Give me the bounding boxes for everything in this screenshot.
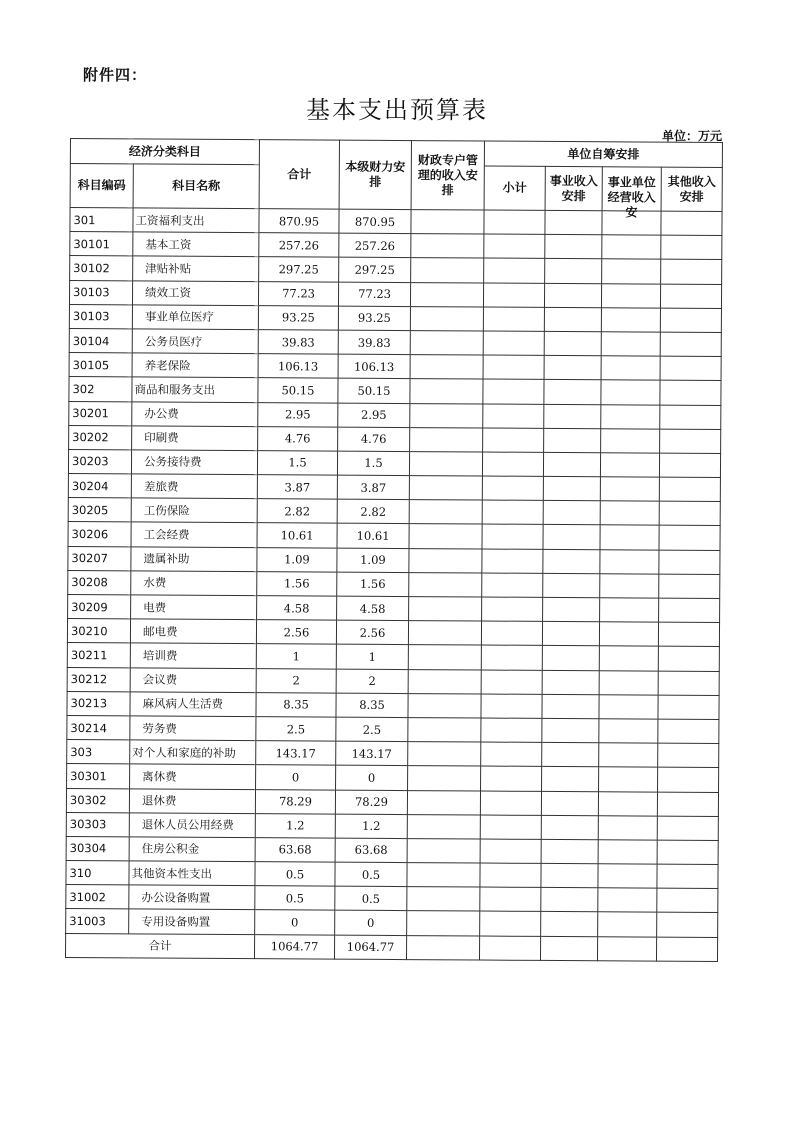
business-income-cell xyxy=(542,743,599,768)
local-fiscal-cell: 93.25 xyxy=(338,306,410,331)
subject-name-cell: 退休人员公用经费 xyxy=(129,813,255,838)
operating-income-cell xyxy=(600,574,659,599)
fiscal-special-cell xyxy=(410,306,483,331)
local-fiscal-cell: 106.13 xyxy=(338,354,410,379)
other-income-cell xyxy=(657,816,718,841)
total-cell: 0.5 xyxy=(255,862,335,887)
total-cell: 143.17 xyxy=(256,741,336,766)
other-income-cell xyxy=(657,888,718,913)
other-income-cell xyxy=(659,574,720,599)
subject-name-cell: 商品和服务支出 xyxy=(132,377,258,402)
subject-code-cell: 30210 xyxy=(67,619,130,644)
total-cell: 10.61 xyxy=(257,523,337,548)
subtotal-cell xyxy=(481,645,542,670)
local-fiscal-cell: 1.56 xyxy=(337,572,409,597)
other-income-cell xyxy=(660,429,721,454)
subject-name-cell: 对个人和家庭的补助 xyxy=(130,740,256,765)
other-income-cell xyxy=(658,695,719,720)
fiscal-special-cell xyxy=(408,621,481,646)
subtotal-cell xyxy=(481,742,542,767)
total-cell: 2.95 xyxy=(258,402,338,427)
fiscal-special-cell xyxy=(408,669,481,694)
total-cell: 2.56 xyxy=(256,620,336,645)
operating-income-cell xyxy=(602,235,661,260)
subject-code-cell: 30304 xyxy=(66,836,129,861)
subject-code-cell: 30201 xyxy=(69,401,132,426)
local-fiscal-cell: 50.15 xyxy=(338,378,410,403)
fiscal-special-cell xyxy=(407,887,480,912)
subject-code-cell: 31002 xyxy=(66,885,129,910)
operating-income-cell xyxy=(599,646,658,671)
total-cell: 0.5 xyxy=(255,886,335,911)
subject-code-cell: 30102 xyxy=(70,256,133,281)
grand-total-empty-cell xyxy=(598,936,657,961)
subtotal-cell xyxy=(480,887,541,912)
fiscal-special-cell xyxy=(408,766,481,791)
local-fiscal-cell: 3.87 xyxy=(337,475,409,500)
other-income-cell xyxy=(658,646,719,671)
subject-code-cell: 303 xyxy=(67,740,130,765)
total-cell: 93.25 xyxy=(258,305,338,330)
total-cell: 3.87 xyxy=(257,475,337,500)
subtotal-cell xyxy=(483,404,544,429)
header-self-raised: 单位自筹安排 xyxy=(484,141,722,167)
fiscal-special-cell xyxy=(409,597,482,622)
subtotal-cell xyxy=(482,549,543,574)
operating-income-cell xyxy=(598,815,657,840)
business-income-cell xyxy=(542,646,599,671)
local-fiscal-cell: 0 xyxy=(336,765,408,790)
local-fiscal-cell: 1 xyxy=(336,645,408,670)
subject-code-cell: 30103 xyxy=(69,280,132,305)
operating-income-cell xyxy=(600,598,659,623)
subject-code-cell: 310 xyxy=(66,861,129,886)
business-income-cell xyxy=(541,791,598,816)
subtotal-cell xyxy=(484,210,545,235)
business-income-cell xyxy=(541,839,598,864)
local-fiscal-cell: 2.56 xyxy=(336,620,408,645)
operating-income-cell xyxy=(599,694,658,719)
operating-income-cell xyxy=(601,283,660,308)
fiscal-special-cell xyxy=(410,331,483,356)
budget-table xyxy=(65,138,723,962)
business-income-cell xyxy=(543,549,600,574)
subject-name-cell: 公务员医疗 xyxy=(132,329,258,354)
other-income-cell xyxy=(659,453,720,478)
other-income-cell xyxy=(658,671,719,696)
local-fiscal-cell: 1.5 xyxy=(337,451,409,476)
fiscal-special-cell xyxy=(407,911,480,936)
other-income-cell xyxy=(659,501,720,526)
header-local-fiscal: 本级财力安排 xyxy=(339,140,411,209)
subject-name-cell: 印刷费 xyxy=(132,426,258,451)
subtotal-cell xyxy=(482,476,543,501)
total-cell: 2.82 xyxy=(257,499,337,524)
business-income-cell xyxy=(544,380,601,405)
fiscal-special-cell xyxy=(411,234,484,259)
header-operating-income xyxy=(602,167,661,219)
grand-total-fiscal: 1064.77 xyxy=(335,935,407,960)
business-income-cell xyxy=(544,307,601,332)
subject-name-cell: 养老保险 xyxy=(132,353,258,378)
subject-name-cell: 麻风病人生活费 xyxy=(130,692,256,717)
total-cell: 4.76 xyxy=(258,426,338,451)
operating-income-cell xyxy=(599,767,658,792)
business-income-cell xyxy=(543,476,600,501)
operating-income-cell xyxy=(599,622,658,647)
business-income-cell xyxy=(543,501,600,526)
other-income-cell xyxy=(661,235,722,260)
total-cell: 2 xyxy=(256,668,336,693)
subject-code-cell: 30207 xyxy=(68,546,131,571)
operating-income-cell xyxy=(598,888,657,913)
subtotal-cell xyxy=(481,694,542,719)
total-cell: 870.95 xyxy=(259,209,339,234)
operating-income-cell xyxy=(601,307,660,332)
other-income-cell xyxy=(660,332,721,357)
business-income-cell xyxy=(543,597,600,622)
other-income-cell xyxy=(659,526,720,551)
subtotal-cell xyxy=(481,670,542,695)
subtotal-cell xyxy=(482,597,543,622)
subject-code-cell: 30205 xyxy=(68,498,131,523)
subtotal-cell xyxy=(480,911,541,936)
local-fiscal-cell: 4.76 xyxy=(338,427,410,452)
local-fiscal-cell: 78.29 xyxy=(335,790,407,815)
fiscal-special-cell xyxy=(407,814,480,839)
subtotal-cell xyxy=(483,331,544,356)
fiscal-special-cell xyxy=(411,258,484,283)
subject-code-cell: 30208 xyxy=(68,570,131,595)
local-fiscal-cell: 143.17 xyxy=(336,741,408,766)
subtotal-cell xyxy=(483,355,544,380)
total-cell: 2.5 xyxy=(256,717,336,742)
subject-name-cell: 培训费 xyxy=(130,643,256,668)
other-income-cell xyxy=(657,840,718,865)
grand-total-empty-cell xyxy=(656,937,717,962)
fiscal-special-cell xyxy=(409,572,482,597)
subtotal-cell xyxy=(482,452,543,477)
business-income-cell xyxy=(544,428,601,453)
business-income-cell xyxy=(541,863,598,888)
subject-code-cell: 30104 xyxy=(69,328,132,353)
total-cell: 4.58 xyxy=(257,596,337,621)
business-income-cell xyxy=(545,259,602,284)
attachment-label: 附件四： xyxy=(83,66,148,84)
local-fiscal-cell: 2.82 xyxy=(337,499,409,524)
business-income-cell xyxy=(543,525,600,550)
subject-name-cell: 会议费 xyxy=(130,667,256,692)
subject-code-cell: 30101 xyxy=(70,232,133,257)
subject-code-cell: 302 xyxy=(69,377,132,402)
local-fiscal-cell: 257.26 xyxy=(339,233,411,258)
fiscal-special-cell xyxy=(410,355,483,380)
fiscal-special-cell xyxy=(409,451,482,476)
subject-code-cell: 30303 xyxy=(66,812,129,837)
fiscal-special-cell xyxy=(408,718,481,743)
fiscal-special-cell xyxy=(410,427,483,452)
subtotal-cell xyxy=(481,621,542,646)
unit-label: 单位：万元 xyxy=(661,129,722,143)
business-income-cell xyxy=(542,718,599,743)
total-cell: 0 xyxy=(255,910,335,935)
operating-income-cell xyxy=(598,912,657,937)
subject-name-cell: 差旅费 xyxy=(131,474,257,499)
fiscal-special-cell xyxy=(407,863,480,888)
subtotal-cell xyxy=(480,863,541,888)
subtotal-cell xyxy=(483,428,544,453)
business-income-cell xyxy=(544,283,601,308)
business-income-cell xyxy=(543,573,600,598)
subject-name-cell: 退休费 xyxy=(129,788,255,813)
operating-income-cell xyxy=(600,453,659,478)
subject-code-cell: 30202 xyxy=(69,425,132,450)
total-cell: 1 xyxy=(256,644,336,669)
subject-name-cell: 邮电费 xyxy=(130,619,256,644)
operating-income-cell xyxy=(600,549,659,574)
subject-code-cell: 301 xyxy=(70,208,133,233)
local-fiscal-cell: 4.58 xyxy=(337,596,409,621)
other-income-cell xyxy=(657,913,718,938)
header-total: 合计 xyxy=(259,140,339,209)
page-title: 基本支出预算表 xyxy=(306,96,488,124)
subtotal-cell xyxy=(481,766,542,791)
subject-code-cell: 30213 xyxy=(67,691,130,716)
header-other-income: 其他收入安排 xyxy=(661,167,722,211)
business-income-cell xyxy=(542,694,599,719)
subject-name-cell: 工会经费 xyxy=(131,522,257,547)
local-fiscal-cell: 1.09 xyxy=(337,548,409,573)
subtotal-cell xyxy=(483,379,544,404)
business-income-cell xyxy=(545,210,602,235)
operating-income-cell xyxy=(601,356,660,381)
total-cell: 1.2 xyxy=(255,813,335,838)
total-cell: 50.15 xyxy=(258,378,338,403)
header-subject-code: 科目编码 xyxy=(70,164,133,208)
subject-name-cell: 事业单位医疗 xyxy=(132,305,258,330)
subtotal-cell xyxy=(482,573,543,598)
subject-name-cell: 公务接待费 xyxy=(131,450,257,475)
business-income-cell xyxy=(544,331,601,356)
header-operating-income-text: 事业单位经营收入安 xyxy=(607,174,656,219)
other-income-cell xyxy=(657,792,718,817)
subject-name-cell: 住房公积金 xyxy=(129,837,255,862)
subject-code-cell: 30204 xyxy=(68,474,131,499)
business-income-cell xyxy=(542,670,599,695)
other-income-cell xyxy=(658,767,719,792)
operating-income-cell xyxy=(598,840,657,865)
local-fiscal-cell: 0 xyxy=(335,911,407,936)
business-income-cell xyxy=(542,622,599,647)
total-cell: 1.09 xyxy=(257,547,337,572)
other-income-cell xyxy=(660,405,721,430)
local-fiscal-cell: 10.61 xyxy=(337,524,409,549)
subject-name-cell: 绩效工资 xyxy=(132,280,258,305)
operating-income-cell xyxy=(599,670,658,695)
subject-name-cell: 水费 xyxy=(131,571,257,596)
other-income-cell xyxy=(658,743,719,768)
operating-income-cell xyxy=(600,477,659,502)
subject-name-cell: 劳务费 xyxy=(130,716,256,741)
fiscal-special-cell xyxy=(407,790,480,815)
subject-code-cell: 30209 xyxy=(68,594,131,619)
subject-name-cell: 基本工资 xyxy=(133,232,259,257)
total-cell: 106.13 xyxy=(258,354,338,379)
business-income-cell xyxy=(541,815,598,840)
other-income-cell xyxy=(659,550,720,575)
subject-code-cell: 30103 xyxy=(69,304,132,329)
subject-code-cell: 31003 xyxy=(66,909,129,934)
fiscal-special-cell xyxy=(409,548,482,573)
total-cell: 257.26 xyxy=(259,233,339,258)
local-fiscal-cell: 8.35 xyxy=(336,693,408,718)
fiscal-special-cell xyxy=(409,476,482,501)
operating-income-cell xyxy=(598,864,657,889)
grand-total-empty-cell xyxy=(480,936,541,961)
other-income-cell xyxy=(659,477,720,502)
operating-income-cell xyxy=(600,525,659,550)
business-income-cell xyxy=(541,888,598,913)
fiscal-special-cell xyxy=(410,282,483,307)
local-fiscal-cell: 0.5 xyxy=(335,862,407,887)
subject-code-cell: 30214 xyxy=(67,715,130,740)
grand-total-label: 合计 xyxy=(65,933,254,958)
business-income-cell xyxy=(542,767,599,792)
business-income-cell xyxy=(544,356,601,381)
grand-total-empty-cell xyxy=(541,936,598,961)
fiscal-special-cell xyxy=(409,500,482,525)
business-income-cell xyxy=(541,912,598,937)
subject-name-cell: 办公设备购置 xyxy=(129,885,255,910)
total-cell: 1.56 xyxy=(257,571,337,596)
operating-income-cell xyxy=(601,428,660,453)
total-cell: 8.35 xyxy=(256,692,336,717)
business-income-cell xyxy=(544,404,601,429)
local-fiscal-cell: 2.5 xyxy=(336,717,408,742)
subject-code-cell: 30203 xyxy=(68,449,131,474)
total-cell: 77.23 xyxy=(258,281,338,306)
other-income-cell xyxy=(660,284,721,309)
subtotal-cell xyxy=(482,500,543,525)
other-income-cell xyxy=(659,598,720,623)
subtotal-cell xyxy=(483,307,544,332)
subtotal-cell xyxy=(483,283,544,308)
header-fiscal-special: 财政专户管理的收入安排 xyxy=(411,141,484,210)
subject-name-cell: 电费 xyxy=(131,595,257,620)
grand-total-row xyxy=(65,933,717,961)
fiscal-special-cell xyxy=(408,742,481,767)
operating-income-cell xyxy=(598,791,657,816)
grand-total-empty-cell xyxy=(407,935,480,960)
total-cell: 63.68 xyxy=(255,838,335,863)
local-fiscal-cell: 1.2 xyxy=(335,814,407,839)
subtotal-cell xyxy=(484,258,545,283)
header-subject-name: 科目名称 xyxy=(133,164,259,209)
operating-income-cell xyxy=(601,404,660,429)
subject-code-cell: 30105 xyxy=(69,353,132,378)
operating-income-cell xyxy=(601,380,660,405)
total-cell: 297.25 xyxy=(259,257,339,282)
other-income-cell xyxy=(658,719,719,744)
subtotal-cell xyxy=(480,815,541,840)
subject-name-cell: 遗属补助 xyxy=(131,547,257,572)
local-fiscal-cell: 39.83 xyxy=(338,330,410,355)
local-fiscal-cell: 0.5 xyxy=(335,886,407,911)
total-cell: 1.5 xyxy=(257,451,337,476)
subject-name-cell: 办公费 xyxy=(132,401,258,426)
operating-income-cell xyxy=(599,719,658,744)
subject-name-cell: 津贴补贴 xyxy=(133,256,259,281)
business-income-cell xyxy=(545,235,602,260)
header-business-income: 事业收入安排 xyxy=(545,166,602,210)
total-cell: 39.83 xyxy=(258,330,338,355)
subject-code-cell: 30302 xyxy=(66,788,129,813)
local-fiscal-cell: 297.25 xyxy=(339,258,411,283)
subject-name-cell: 工资福利支出 xyxy=(133,208,259,233)
grand-total-value: 1064.77 xyxy=(255,934,335,959)
operating-income-cell xyxy=(602,259,661,284)
local-fiscal-cell: 2.95 xyxy=(338,403,410,428)
other-income-cell xyxy=(660,380,721,405)
fiscal-special-cell xyxy=(411,210,484,235)
total-cell: 0 xyxy=(256,765,336,790)
other-income-cell xyxy=(658,622,719,647)
fiscal-special-cell xyxy=(408,693,481,718)
subject-code-cell: 30212 xyxy=(67,667,130,692)
business-income-cell xyxy=(543,452,600,477)
other-income-cell xyxy=(657,864,718,889)
operating-income-cell xyxy=(599,743,658,768)
other-income-cell xyxy=(660,308,721,333)
subject-name-cell: 离休费 xyxy=(130,764,256,789)
fiscal-special-cell xyxy=(408,645,481,670)
subject-code-cell: 30211 xyxy=(67,643,130,668)
subject-name-cell: 工伤保险 xyxy=(131,498,257,523)
subtotal-cell xyxy=(480,791,541,816)
fiscal-special-cell xyxy=(409,524,482,549)
header-subtotal: 小计 xyxy=(484,166,545,210)
fiscal-special-cell xyxy=(407,838,480,863)
operating-income-cell xyxy=(600,501,659,526)
subtotal-cell xyxy=(482,524,543,549)
local-fiscal-cell: 870.95 xyxy=(339,209,411,234)
subject-code-cell: 30301 xyxy=(67,764,130,789)
operating-income-cell xyxy=(601,332,660,357)
local-fiscal-cell: 77.23 xyxy=(338,282,410,307)
fiscal-special-cell xyxy=(410,379,483,404)
local-fiscal-cell: 2 xyxy=(336,669,408,694)
subtotal-cell xyxy=(481,718,542,743)
table-body xyxy=(66,208,722,938)
local-fiscal-cell: 63.68 xyxy=(335,838,407,863)
subtotal-cell xyxy=(480,839,541,864)
subject-name-cell: 其他资本性支出 xyxy=(129,861,255,886)
subject-code-cell: 30206 xyxy=(68,522,131,547)
other-income-cell xyxy=(660,356,721,381)
other-income-cell xyxy=(661,259,722,284)
header-econ-class: 经济分类科目 xyxy=(70,139,259,165)
subtotal-cell xyxy=(484,234,545,259)
subject-name-cell: 专用设备购置 xyxy=(129,909,255,934)
other-income-cell xyxy=(661,211,722,236)
total-cell: 78.29 xyxy=(255,789,335,814)
fiscal-special-cell xyxy=(410,403,483,428)
